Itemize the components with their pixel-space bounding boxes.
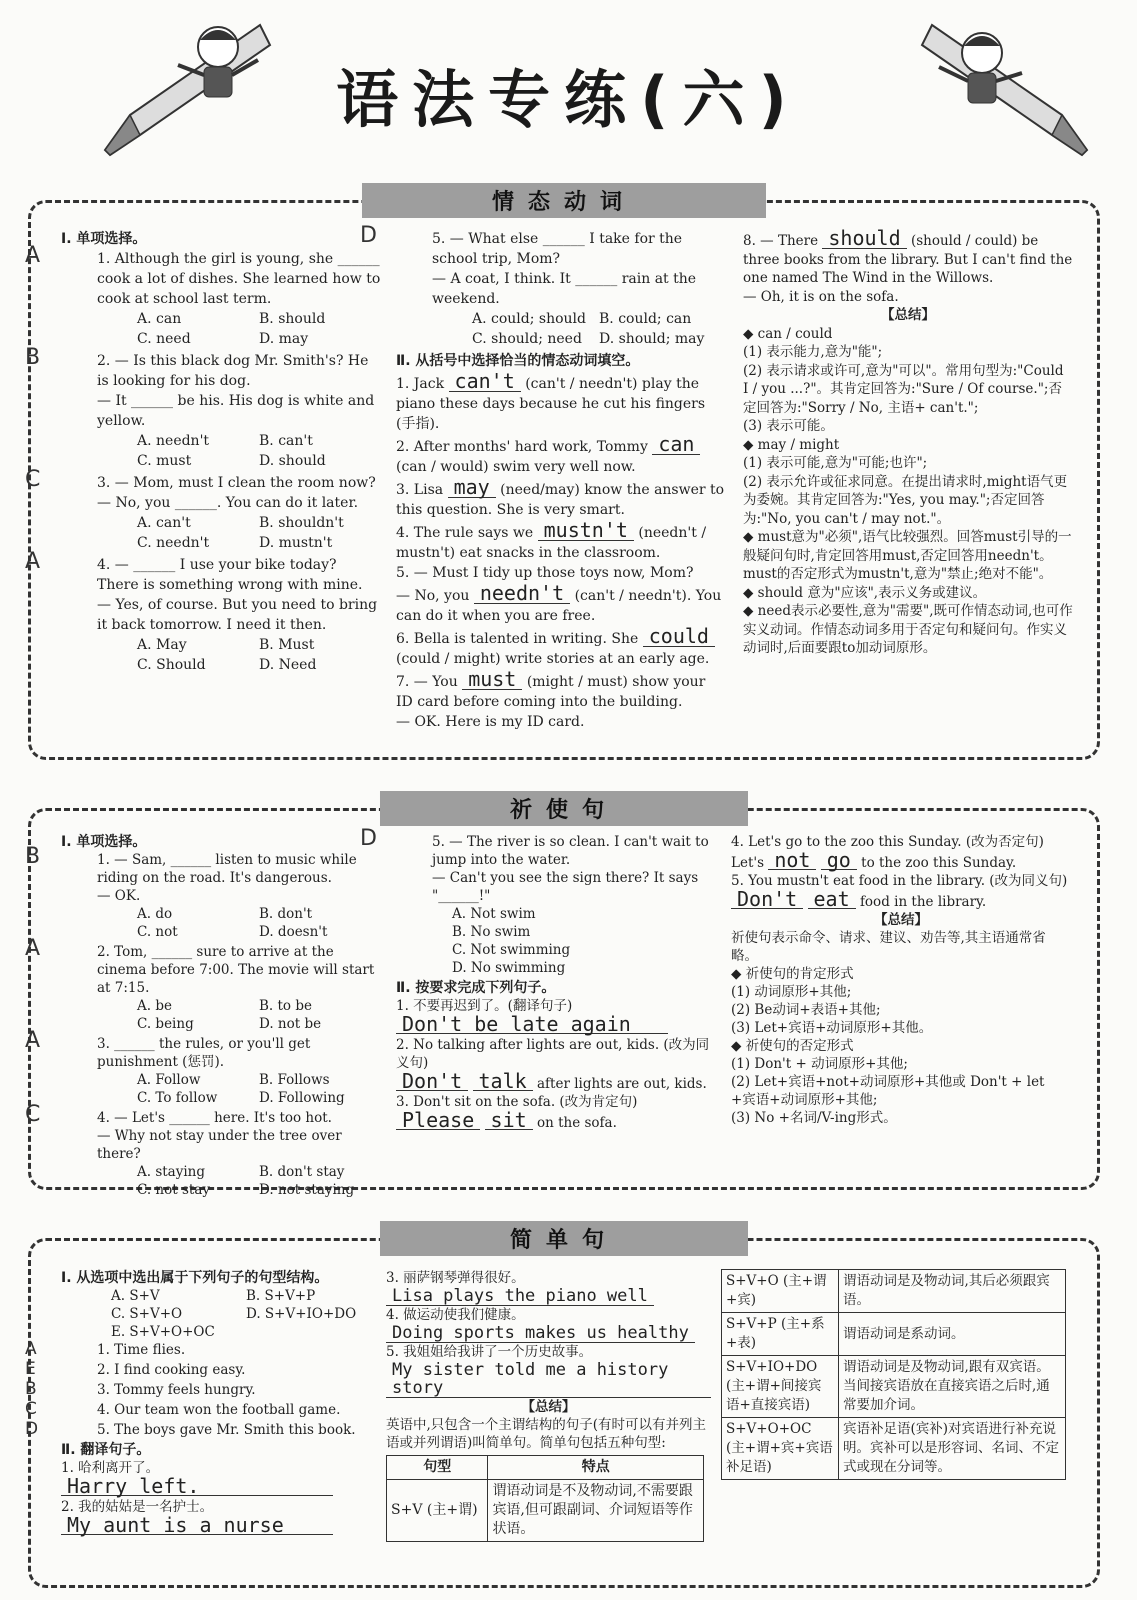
- pattern-options: [61, 1287, 381, 1341]
- section-title: 情态动词: [362, 183, 766, 218]
- option-b: B. shouldn't: [259, 515, 344, 531]
- fill-prefix: 7. — You: [396, 674, 458, 690]
- summary-line: (1) 表示能力,意为"能";: [743, 344, 883, 360]
- option-a: A. be: [137, 998, 172, 1014]
- option-b: B. No swim: [452, 924, 531, 940]
- handwritten-answer: can't: [449, 371, 521, 392]
- fill-prefix: 5. — Must I tidy up those toys now, Mom?: [396, 565, 694, 581]
- task-answer: [61, 1474, 381, 1498]
- task-question: 1. 哈利离开了。: [61, 1460, 160, 1476]
- task-answer: [396, 1108, 716, 1132]
- handwritten-answer: Please: [396, 1111, 480, 1130]
- task-question: 3. Don't sit on the sofa. (改为肯定句): [396, 1094, 638, 1110]
- fill-suffix: (can / would) swim very well now.: [396, 459, 636, 475]
- handwritten-answer: must: [462, 669, 522, 690]
- handwritten-answer: can: [652, 434, 700, 455]
- summary-line: (3) Let+宾语+动词原形+其他。: [731, 1020, 933, 1036]
- summary-line: (1) 表示可能,意为"可能;也许";: [743, 455, 928, 471]
- option-c: C. Not swimming: [452, 942, 571, 958]
- column-middle: [360, 826, 716, 1132]
- option-a: A. S+V: [111, 1288, 160, 1304]
- option-a: A. can: [137, 311, 182, 327]
- table-cell: 谓语动词是及物动词,其后必须跟宾语。: [838, 1270, 1065, 1313]
- question-stem: 3. Tommy feels hungry.: [97, 1382, 256, 1398]
- question-item: [25, 936, 381, 1033]
- option-a: A. May: [137, 637, 187, 653]
- handwritten-answer: A: [25, 936, 41, 961]
- option-a: A. can't: [137, 515, 191, 531]
- column-left: [25, 1269, 381, 1537]
- summary-line: ◆ should 意为"应该",表示义务或建议。: [743, 584, 987, 601]
- question-stem: — No, you ______. You can do it later.: [97, 495, 359, 511]
- option-c: C. should; need: [472, 331, 582, 347]
- summary-line: (1) 动词原形+其他;: [731, 984, 852, 1000]
- task-question: 5. 我姐姐给我讲了一个历史故事。: [386, 1344, 593, 1360]
- question-stem: 5. — The river is so clean. I can't wait to jump into the water.: [432, 834, 709, 868]
- task-answer: [731, 848, 1071, 872]
- question-stem: — OK.: [97, 888, 141, 904]
- task-answer: [396, 1069, 716, 1093]
- task-question: 2. 我的姑姑是一名护士。: [61, 1499, 214, 1515]
- options: [97, 997, 381, 1033]
- handwritten-answer: sit: [485, 1111, 533, 1130]
- handwritten-answer: D: [25, 1419, 39, 1439]
- options: [432, 905, 716, 977]
- handwritten-answer: Don't: [731, 890, 803, 909]
- question-item: [25, 1102, 381, 1199]
- part-heading: Ⅰ. 单项选择。: [61, 231, 147, 247]
- section-imperatives: [25, 798, 1100, 1198]
- fill-item: [396, 434, 726, 477]
- summary-line: (2) 表示请求或许可,意为"可以"。常用句型为:"Could I / you ...?"。其肯定回答为:"Sure / Of course.";否定回答为:"Sorry / No, 主语+ can't.";: [743, 362, 1064, 416]
- handwritten-answer: D: [360, 223, 377, 248]
- table-cell: 谓语动词是及物动词,跟有双宾语。当间接宾语放在直接宾语之后时,通常要加介词。: [838, 1356, 1065, 1418]
- task-question: 5. You mustn't eat food in the library. (改为同义句): [731, 873, 1068, 889]
- question-stem: 2. I find cooking easy.: [97, 1362, 246, 1378]
- fill-suffix: (might / must) show your ID card before coming into the building.: [396, 674, 706, 710]
- fill-prefix: 1. Jack: [396, 376, 445, 392]
- option-a: A. needn't: [137, 433, 210, 449]
- option-d: D. should: [259, 453, 326, 469]
- part-heading: Ⅰ. 单项选择。: [61, 834, 147, 850]
- question-stem: — A coat, I think. It ______ rain at the weekend.: [432, 271, 697, 307]
- option-b: B. don't stay: [259, 1164, 345, 1180]
- option-c: C. not: [137, 924, 178, 940]
- handwritten-answer: should: [822, 229, 906, 249]
- task-answer: [396, 1012, 716, 1036]
- question-item: [25, 243, 381, 349]
- task-question: 2. No talking after lights are out, kids. (改为同义句): [396, 1037, 710, 1071]
- fill-item: [743, 226, 1073, 306]
- fill-prefix: — No, you: [396, 588, 470, 604]
- summary-title: 【总结】: [881, 307, 935, 323]
- table-header: 句型: [387, 1456, 488, 1480]
- option-c: C. To follow: [137, 1090, 218, 1106]
- handwritten-answer: Doing sports makes us healthy: [386, 1324, 695, 1343]
- question-stem: 1. Time flies.: [97, 1342, 186, 1358]
- question-stem: — It ______ be his. His dog is white and yellow.: [97, 393, 375, 429]
- summary-text: [743, 325, 1073, 658]
- question-stem: — Yes, of course. But you need to bring it back tomorrow. I need it then.: [97, 597, 378, 633]
- section-title: 简单句: [380, 1221, 748, 1256]
- summary-text: 英语中,只包含一个主谓结构的句子(有时可以有并列主语或并列谓语)叫简单句。简单句包括五种句型:: [386, 1417, 707, 1451]
- option-b: B. Follows: [259, 1072, 330, 1088]
- handwritten-answer: B: [25, 844, 41, 869]
- task-question: 4. Let's go to the zoo this Sunday. (改为否定句): [731, 834, 1044, 850]
- handwritten-answer: talk: [473, 1072, 533, 1091]
- fill-suffix: — OK. Here is my ID card.: [396, 714, 585, 730]
- summary-line: ◆ 祈使句的否定形式: [731, 1038, 854, 1054]
- options: [97, 431, 381, 471]
- option-d: D. may: [259, 331, 309, 347]
- fill-prefix: 6. Bella is talented in writing. She: [396, 631, 639, 647]
- option-c: C. needn't: [137, 535, 210, 551]
- summary-line: (2) Let+宾语+not+动词原形+其他或 Don't + let +宾语+动词原形+其他;: [731, 1074, 1045, 1108]
- part-heading: Ⅰ. 从选项中选出属于下列句子的句型结构。: [61, 1270, 329, 1286]
- part-heading: Ⅱ. 翻译句子。: [61, 1442, 151, 1458]
- handwritten-answer: D: [360, 826, 377, 851]
- summary-line: ◆ 祈使句的肯定形式: [731, 966, 854, 982]
- question-item: [25, 549, 381, 675]
- option-b: B. S+V+P: [246, 1288, 316, 1304]
- handwritten-answer: Don't: [396, 1072, 468, 1091]
- task-prefix: Let's: [731, 855, 765, 871]
- option-b: B. could; can: [599, 311, 692, 327]
- table-cell: S+V+O+OC (主+谓+宾+宾语补足语): [722, 1418, 839, 1480]
- option-e: E. S+V+O+OC: [111, 1324, 215, 1340]
- options: [97, 513, 381, 553]
- option-c: C. S+V+O: [111, 1306, 183, 1322]
- part-heading: Ⅱ. 按要求完成下列句子。: [396, 980, 556, 996]
- options: [97, 1163, 381, 1199]
- fill-prefix: 3. Lisa: [396, 482, 444, 498]
- task-answer: [61, 1513, 381, 1537]
- fill-suffix: (need/may) know the answer to this question. She is very smart.: [396, 482, 725, 518]
- section-modal-verbs: [25, 190, 1100, 760]
- pattern-table-right: [721, 1269, 1066, 1480]
- task-answer: [731, 887, 1071, 911]
- fill-item: [396, 669, 726, 732]
- option-b: B. can't: [259, 433, 313, 449]
- handwritten-answer: C: [25, 1399, 37, 1419]
- option-d: D. Need: [259, 657, 317, 673]
- fill-suffix: (could / might) write stories at an early age.: [396, 651, 710, 667]
- question-item: [360, 223, 726, 349]
- question-stem: — Why not stay under the tree over there?: [97, 1128, 342, 1162]
- option-d: D. S+V+IO+DO: [246, 1306, 357, 1322]
- option-a: A. do: [137, 906, 173, 922]
- handwritten-answer: My aunt is a nurse: [61, 1516, 333, 1535]
- question-stem: 4. — Let's ______ here. It's too hot.: [97, 1110, 332, 1126]
- fill-item: [396, 520, 726, 563]
- option-b: B. don't: [259, 906, 313, 922]
- option-a: A. could; should: [472, 311, 586, 327]
- option-a: A. Follow: [137, 1072, 201, 1088]
- summary-title: 【总结】: [874, 912, 928, 928]
- option-d: D. not staying: [259, 1182, 355, 1198]
- handwritten-answer: needn't: [474, 583, 570, 604]
- option-c: C. being: [137, 1016, 194, 1032]
- option-d: D. should; may: [599, 331, 705, 347]
- option-c: C. not stay: [137, 1182, 210, 1198]
- summary-line: (2) 表示允许或征求同意。在提出请求时,might语气更为委婉。其肯定回答为:"Yes, you may.";否定回答为:"No, you can't / may not."。: [743, 473, 1068, 527]
- page-title: 语法专练(六): [336, 63, 801, 136]
- table-cell: 谓语动词是系动词。: [838, 1313, 1065, 1356]
- option-d: D. doesn't: [259, 924, 328, 940]
- summary-line: ◆ may / might: [743, 436, 840, 453]
- handwritten-answer: not: [768, 851, 816, 870]
- question-item: [25, 1359, 381, 1379]
- task-question: 4. 做运动使我们健康。: [386, 1307, 525, 1323]
- handwritten-answer: Don't be late again: [396, 1015, 668, 1034]
- question-stem: 1. — Sam, ______ listen to music while riding on the road. It's dangerous.: [97, 852, 357, 886]
- fill-suffix: (needn't / mustn't) eat snacks in the classroom.: [396, 525, 707, 561]
- task-answer: [386, 1361, 711, 1398]
- summary-text: [731, 929, 1071, 1127]
- handwritten-answer: B: [25, 1379, 37, 1399]
- task-answer: [386, 1287, 711, 1306]
- section-simple-sentences: [25, 1228, 1100, 1588]
- page-header: [0, 0, 1137, 185]
- handwritten-answer: C: [25, 1102, 41, 1127]
- column-left: [25, 833, 381, 1201]
- question-stem: 4. — ______ I use your bike today? There is something wrong with mine.: [97, 557, 363, 593]
- handwritten-answer: A: [25, 549, 41, 574]
- pattern-table-left: [386, 1455, 704, 1542]
- handwritten-answer: A: [25, 1339, 37, 1359]
- table-cell: S+V (主+谓): [387, 1480, 488, 1542]
- table-cell: S+V+P (主+系+表): [722, 1313, 839, 1356]
- handwritten-answer: go: [821, 851, 857, 870]
- options: [97, 309, 381, 349]
- fill-suffix: — Oh, it is on the sofa.: [743, 288, 899, 305]
- fill-item: [396, 626, 726, 669]
- handwritten-answer: C: [25, 467, 41, 492]
- question-stem: 1. Although the girl is young, she ______ cook a lot of dishes. She learned how to cook at school last term.: [97, 251, 381, 307]
- option-c: C. Should: [137, 657, 206, 673]
- task-question: 1. 不要再迟到了。(翻译句子): [396, 998, 573, 1014]
- question-stem: — Can't you see the sign there? It says "______!": [432, 870, 699, 904]
- handwritten-answer: A: [25, 1028, 41, 1053]
- fill-suffix: (can't / needn't). You can do it when you are free.: [396, 588, 722, 624]
- handwritten-answer: eat: [808, 890, 856, 909]
- question-stem: 5. The boys gave Mr. Smith this book.: [97, 1422, 356, 1438]
- question-item: [25, 1419, 381, 1439]
- options: [97, 1071, 381, 1107]
- handwritten-answer: Lisa plays the piano well: [386, 1287, 654, 1306]
- summary-line: (3) No +名词/V-ing形式。: [731, 1110, 897, 1126]
- fill-item: [396, 563, 726, 626]
- question-item: [25, 1339, 381, 1359]
- summary-line: (2) Be动词+表语+其他;: [731, 1002, 881, 1018]
- summary-line: (1) Don't + 动词原形+其他;: [731, 1056, 908, 1072]
- summary-line: 祈使句表示命令、请求、建议、劝告等,其主语通常省略。: [731, 930, 1046, 964]
- task-answer: [386, 1324, 711, 1343]
- option-b: B. Must: [259, 637, 315, 653]
- option-d: D. not be: [259, 1016, 322, 1032]
- table-cell: 谓语动词是不及物动词,不需要跟宾语,但可跟副词、介词短语等作状语。: [488, 1480, 704, 1542]
- section-title: 祈使句: [380, 791, 748, 826]
- fill-item: [396, 477, 726, 520]
- fill-item: [396, 371, 726, 434]
- handwritten-answer: may: [448, 477, 496, 498]
- column-right: [743, 226, 1073, 658]
- question-item: [25, 467, 381, 553]
- question-stem: 2. Tom, ______ sure to arrive at the cinema before 7:00. The movie will start at 7:15.: [97, 944, 375, 996]
- options: [97, 905, 381, 941]
- table-cell: S+V+IO+DO (主+谓+间接宾语+直接宾语): [722, 1356, 839, 1418]
- question-stem: 2. — Is this black dog Mr. Smith's? He is looking for his dog.: [97, 353, 369, 389]
- question-item: [360, 826, 716, 977]
- question-stem: 4. Our team won the football game.: [97, 1402, 341, 1418]
- question-item: [25, 1399, 381, 1419]
- summary-line: ◆ can / could: [743, 325, 833, 342]
- fill-suffix: (should / could) be three books from the library. But I can't find the one named The Wind in the Willows.: [743, 233, 1073, 286]
- fill-prefix: 4. The rule says we: [396, 525, 534, 541]
- fill-suffix: (can't / needn't) play the piano these days because he cut his fingers (手指).: [396, 376, 706, 432]
- handwritten-answer: could: [643, 626, 715, 647]
- fill-prefix: 2. After months' hard work, Tommy: [396, 439, 648, 455]
- handwritten-answer: My sister told me a history story: [386, 1361, 711, 1398]
- option-a: A. Not swim: [452, 906, 536, 922]
- handwritten-answer: E: [25, 1359, 36, 1379]
- summary-line: ◆ need表示必要性,意为"需要",既可作情态动词,也可作实义动词。作情态动词多用于否定句和疑问句。作实义动词时,后面要跟to加动词原形。: [743, 603, 1073, 656]
- task-suffix: on the sofa.: [536, 1115, 617, 1131]
- option-a: A. staying: [137, 1164, 206, 1180]
- table-cell: S+V+O (主+谓+宾): [722, 1270, 839, 1313]
- column-right: [731, 833, 1071, 1127]
- task-question: 3. 丽萨钢琴弹得很好。: [386, 1270, 525, 1286]
- question-item: [25, 1028, 381, 1107]
- part-heading: Ⅱ. 从括号中选择恰当的情态动词填空。: [396, 353, 640, 369]
- option-b: B. to be: [259, 998, 312, 1014]
- summary-line: (3) 表示可能。: [743, 418, 834, 434]
- question-item: [25, 1379, 381, 1399]
- question-stem: 3. — Mom, must I clean the room now?: [97, 475, 376, 491]
- question-item: [25, 345, 381, 471]
- column-middle: [360, 223, 726, 732]
- handwritten-answer: B: [25, 345, 41, 370]
- summary-line: ◆ must意为"必须",语气比较强烈。回答must引导的一般疑问句时,肯定回答用must,否定回答用needn't。must的否定形式为mustn't,意为"禁止;绝对不能"。: [743, 529, 1072, 582]
- pencil-boy-illustration-right: [917, 15, 1092, 165]
- option-d: D. mustn't: [259, 535, 333, 551]
- column-middle: [386, 1269, 711, 1542]
- task-suffix: to the zoo this Sunday.: [861, 855, 1017, 871]
- fill-prefix: 8. — There: [743, 233, 819, 249]
- option-b: B. should: [259, 311, 326, 327]
- option-c: C. must: [137, 453, 192, 469]
- handwritten-answer: A: [25, 243, 41, 268]
- column-left: [25, 229, 381, 677]
- summary-title: 【总结】: [521, 1399, 576, 1415]
- question-stem: 3. ______ the rules, or you'll get punishment (惩罚).: [97, 1036, 311, 1070]
- question-stem: 5. — What else ______ I take for the school trip, Mom?: [432, 231, 683, 267]
- task-suffix: food in the library.: [859, 894, 987, 910]
- options: [432, 309, 726, 349]
- option-c: C. need: [137, 331, 191, 347]
- options: [97, 635, 381, 675]
- question-item: [25, 844, 381, 941]
- column-right: [721, 1269, 1066, 1480]
- table-cell: 宾语补足语(宾补)对宾语进行补充说明。宾补可以是形容词、名词、不定式或现在分词等。: [838, 1418, 1065, 1480]
- option-d: D. Following: [259, 1090, 345, 1106]
- handwritten-answer: Harry left.: [61, 1477, 333, 1496]
- option-d: D. No swimming: [452, 960, 566, 976]
- handwritten-answer: mustn't: [538, 520, 634, 541]
- task-suffix: after lights are out, kids.: [536, 1076, 707, 1092]
- table-header: 特点: [488, 1456, 704, 1480]
